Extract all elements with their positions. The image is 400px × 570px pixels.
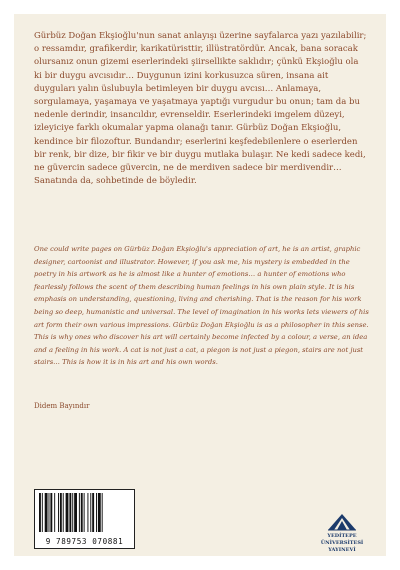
isbn-barcode (34, 489, 135, 549)
barcode-bars (35, 490, 134, 534)
isbn-number: 9 789753 070881 (45, 537, 124, 546)
author-signature: Didem Bayındır (34, 402, 90, 410)
english-blurb: One could write pages on Gürbüz Doğan Ekşioğlu's appreciation of art, he is an artist, graphic designer, cartoonist and illustrator. However, if you ask me, his mystery is embedded in the poetry in his artwork as he is almost like a hunter of emotions… a hunter of emotions who fearlessly follows the scent of them describing human feelings in his own plain style. It is his emphasis on understanding, questioning, living and cherishing. That is the reason for his work being so deep, humanistic and universal. The level of imagination in his works lets viewers of his art form their own various impressions. Gürbüz Doğan Ekşioğlu is as a philosopher in this sense. This is why ones who discover his art will certainly become infected by a colour, a verse, an idea and a feeling in his work. A cat is not just a cat, a piegon is not just a piegon, stairs are not just stairs… This is how it is in his art and his own words. (34, 245, 369, 367)
publisher-logo (306, 513, 378, 554)
back-cover (14, 14, 386, 556)
publisher-subname: YAYINEVİ (328, 547, 356, 553)
mountain-logo-icon (325, 513, 359, 531)
publisher-name: YEDİTEPE ÜNİVERSİTESİ (320, 533, 364, 546)
turkish-blurb: Gürbüz Doğan Ekşioğlu'nun sanat anlayışı üzerine sayfalarca yazı yazılabilir; o ressamdır, grafikerdir, karikatüristtir, illüstratördür. Ancak, bana soracak olursanız onun gizemi eserlerindeki şiirsellikte saklıdır; çünkü Ekşioğlu ola ki bir duygu avcısıdır… Duygunun izini korkusuzca süren, insana ait duyguları yalın üslubuyla betimleyen bir duygu avcısı… Anlamaya, sorgulamaya, yaşamaya ve yaşatmaya yaptığı vurgudur bu onun; tam da bu nedenle derindir, insancıldır, evrenseldir. Eserlerindeki imgelem düzeyi, izleyiciye farklı okumalar yapma olanağı tanır. Gürbüz Doğan Ekşioğlu, kendince bir filozoftur. Bundandır; eserlerini keşfedebilenlere o eserlerden bir renk, bir dize, bir fikir ve bir duygu mutlaka bulaşır. Ne kedi sadece kedi, ne güvercin sadece güvercin, ne de merdiven sadece bir merdivendir… Sanatında da, sohbetinde de böyledir. (34, 31, 367, 187)
